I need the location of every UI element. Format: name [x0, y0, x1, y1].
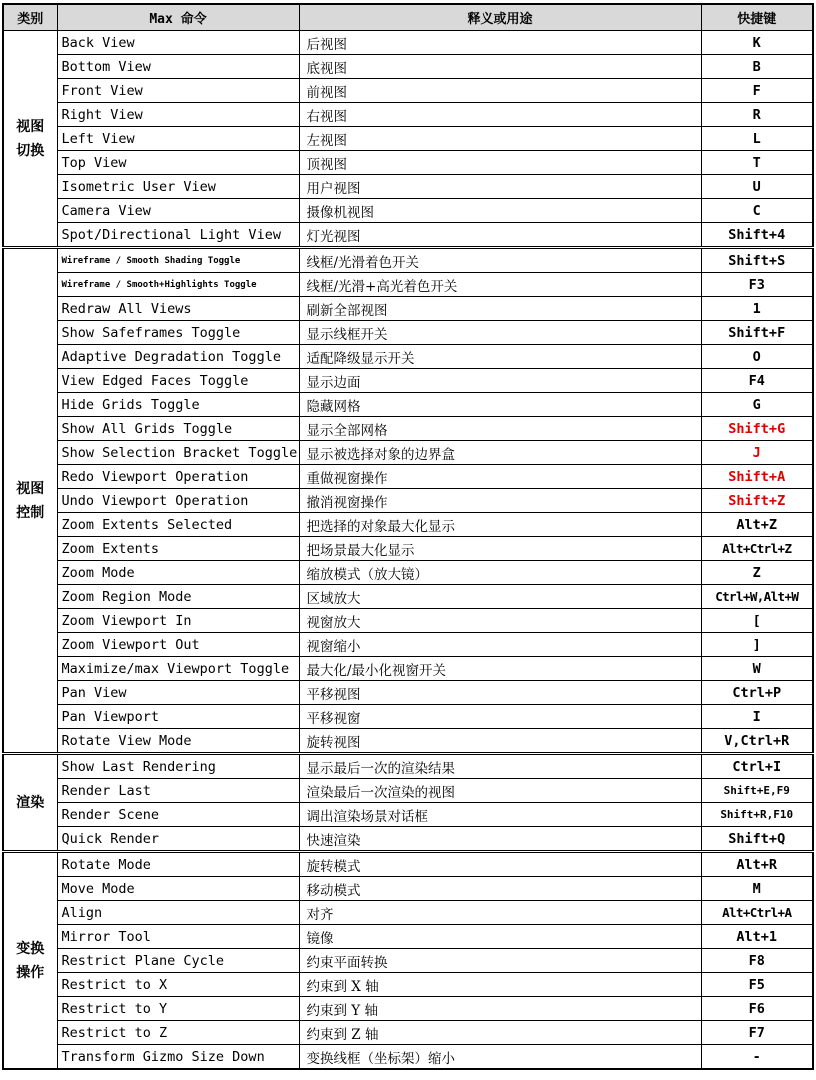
table-row — [3, 103, 813, 127]
shortcut-cell: Shift+E,F9 — [701, 779, 813, 803]
table-row — [3, 55, 813, 79]
command-cell: Show Last Rendering — [57, 754, 299, 779]
meaning-cell: 约束到 Z 轴 — [299, 1021, 701, 1045]
command-cell: Quick Render — [57, 827, 299, 852]
command-cell: Render Scene — [57, 803, 299, 827]
meaning-cell: 约束到 X 轴 — [299, 973, 701, 997]
shortcut-cell: F7 — [701, 1021, 813, 1045]
command-cell: Camera View — [57, 199, 299, 223]
table-row — [3, 199, 813, 223]
command-cell: Pan Viewport — [57, 705, 299, 729]
table-row — [3, 31, 813, 55]
meaning-cell: 对齐 — [299, 901, 701, 925]
shortcut-cell: - — [701, 1045, 813, 1070]
meaning-cell: 移动模式 — [299, 877, 701, 901]
category-cell — [3, 754, 57, 852]
shortcut-cell: C — [701, 199, 813, 223]
command-cell: Front View — [57, 79, 299, 103]
command-cell: Spot/Directional Light View — [57, 223, 299, 248]
table-header-row — [3, 4, 813, 31]
table-row — [3, 297, 813, 321]
meaning-cell: 后视图 — [299, 31, 701, 55]
command-cell: Render Last — [57, 779, 299, 803]
command-cell: Zoom Extents Selected — [57, 513, 299, 537]
table-row — [3, 1045, 813, 1070]
command-cell: Back View — [57, 31, 299, 55]
shortcut-cell: Alt+Z — [701, 513, 813, 537]
table-row — [3, 852, 813, 877]
command-cell: Show Safeframes Toggle — [57, 321, 299, 345]
command-cell: Pan View — [57, 681, 299, 705]
command-cell: Mirror Tool — [57, 925, 299, 949]
table-row — [3, 779, 813, 803]
shortcut-cell: O — [701, 345, 813, 369]
command-cell: Top View — [57, 151, 299, 175]
command-cell: Restrict to Y — [57, 997, 299, 1021]
table-row — [3, 417, 813, 441]
meaning-cell: 显示线框开关 — [299, 321, 701, 345]
meaning-cell: 平移视图 — [299, 681, 701, 705]
command-cell: Zoom Region Mode — [57, 585, 299, 609]
table-row — [3, 827, 813, 852]
meaning-cell: 缩放模式（放大镜） — [299, 561, 701, 585]
command-cell: Zoom Viewport In — [57, 609, 299, 633]
shortcut-cell: G — [701, 393, 813, 417]
meaning-cell: 把选择的对象最大化显示 — [299, 513, 701, 537]
shortcut-cell: W — [701, 657, 813, 681]
command-cell: Show All Grids Toggle — [57, 417, 299, 441]
shortcut-cell: I — [701, 705, 813, 729]
shortcut-cell: T — [701, 151, 813, 175]
shortcut-cell: V,Ctrl+R — [701, 729, 813, 754]
shortcut-cell: F4 — [701, 369, 813, 393]
shortcut-cell: Ctrl+P — [701, 681, 813, 705]
shortcut-cell: F — [701, 79, 813, 103]
shortcut-cell: Shift+Z — [701, 489, 813, 513]
command-cell: View Edged Faces Toggle — [57, 369, 299, 393]
shortcut-cell: [ — [701, 609, 813, 633]
command-cell: Zoom Mode — [57, 561, 299, 585]
meaning-cell: 用户视图 — [299, 175, 701, 199]
shortcut-cell: L — [701, 127, 813, 151]
meaning-cell: 摄像机视图 — [299, 199, 701, 223]
meaning-cell: 镜像 — [299, 925, 701, 949]
meaning-cell: 顶视图 — [299, 151, 701, 175]
table-row — [3, 729, 813, 754]
meaning-cell: 显示最后一次的渲染结果 — [299, 754, 701, 779]
command-cell: Right View — [57, 103, 299, 127]
command-cell: Zoom Extents — [57, 537, 299, 561]
shortcut-cell: 1 — [701, 297, 813, 321]
table-row — [3, 633, 813, 657]
meaning-cell: 重做视窗操作 — [299, 465, 701, 489]
table-row — [3, 513, 813, 537]
shortcut-cell: M — [701, 877, 813, 901]
header-category: 类别 — [3, 4, 57, 31]
shortcut-cell: Ctrl+I — [701, 754, 813, 779]
shortcut-cell: F8 — [701, 949, 813, 973]
command-cell: Wireframe / Smooth Shading Toggle — [57, 248, 299, 273]
table-row — [3, 175, 813, 199]
command-cell: Zoom Viewport Out — [57, 633, 299, 657]
command-cell: Rotate View Mode — [57, 729, 299, 754]
table-row — [3, 803, 813, 827]
table-row — [3, 321, 813, 345]
table-row — [3, 441, 813, 465]
command-cell: Rotate Mode — [57, 852, 299, 877]
command-cell: Adaptive Degradation Toggle — [57, 345, 299, 369]
category-label-line: 渲染 — [16, 794, 45, 811]
meaning-cell: 线框/光滑着色开关 — [299, 248, 701, 273]
shortcut-cell: F3 — [701, 273, 813, 297]
meaning-cell: 前视图 — [299, 79, 701, 103]
command-cell: Align — [57, 901, 299, 925]
shortcut-cell: K — [701, 31, 813, 55]
shortcut-cell: Ctrl+W,Alt+W — [701, 585, 813, 609]
meaning-cell: 显示被选择对象的边界盒 — [299, 441, 701, 465]
table-row — [3, 1021, 813, 1045]
meaning-cell: 视窗缩小 — [299, 633, 701, 657]
meaning-cell: 区域放大 — [299, 585, 701, 609]
table-row — [3, 489, 813, 513]
shortcut-table — [2, 3, 814, 1070]
shortcut-cell: Shift+G — [701, 417, 813, 441]
table-row — [3, 465, 813, 489]
meaning-cell: 视窗放大 — [299, 609, 701, 633]
category-label-line: 切换 — [16, 142, 45, 159]
meaning-cell: 旋转模式 — [299, 852, 701, 877]
command-cell: Hide Grids Toggle — [57, 393, 299, 417]
command-cell: Wireframe / Smooth+Highlights Toggle — [57, 273, 299, 297]
category-label-line: 操作 — [16, 964, 45, 981]
command-cell: Redraw All Views — [57, 297, 299, 321]
meaning-cell: 渲染最后一次渲染的视图 — [299, 779, 701, 803]
meaning-cell: 把场景最大化显示 — [299, 537, 701, 561]
shortcut-cell: U — [701, 175, 813, 199]
meaning-cell: 左视图 — [299, 127, 701, 151]
shortcut-cell: Shift+R,F10 — [701, 803, 813, 827]
command-cell: Redo Viewport Operation — [57, 465, 299, 489]
shortcut-cell: B — [701, 55, 813, 79]
shortcut-cell: F6 — [701, 997, 813, 1021]
meaning-cell: 平移视窗 — [299, 705, 701, 729]
shortcut-cell: F5 — [701, 973, 813, 997]
table-row — [3, 705, 813, 729]
table-row — [3, 925, 813, 949]
shortcut-cell: Alt+1 — [701, 925, 813, 949]
category-cell — [3, 31, 57, 248]
command-cell: Undo Viewport Operation — [57, 489, 299, 513]
command-cell: Restrict to X — [57, 973, 299, 997]
shortcut-cell: R — [701, 103, 813, 127]
category-cell — [3, 852, 57, 1070]
meaning-cell: 变换线框（坐标架）缩小 — [299, 1045, 701, 1070]
shortcut-cell: Shift+F — [701, 321, 813, 345]
shortcut-cell: Shift+Q — [701, 827, 813, 852]
shortcut-cell: Alt+Ctrl+Z — [701, 537, 813, 561]
header-command: Max 命令 — [57, 4, 299, 31]
meaning-cell: 右视图 — [299, 103, 701, 127]
meaning-cell: 调出渲染场景对话框 — [299, 803, 701, 827]
command-cell: Move Mode — [57, 877, 299, 901]
meaning-cell: 旋转视图 — [299, 729, 701, 754]
category-cell — [3, 248, 57, 754]
meaning-cell: 约束到 Y 轴 — [299, 997, 701, 1021]
shortcut-cell: ] — [701, 633, 813, 657]
meaning-cell: 适配降级显示开关 — [299, 345, 701, 369]
command-cell: Isometric User View — [57, 175, 299, 199]
table-row — [3, 657, 813, 681]
command-cell: Restrict to Z — [57, 1021, 299, 1045]
table-row — [3, 369, 813, 393]
table-row — [3, 223, 813, 248]
command-cell: Transform Gizmo Size Down — [57, 1045, 299, 1070]
command-cell: Left View — [57, 127, 299, 151]
table-row — [3, 127, 813, 151]
category-label-line: 变换 — [16, 940, 45, 957]
table-row — [3, 997, 813, 1021]
table-row — [3, 345, 813, 369]
table-row — [3, 248, 813, 273]
header-meaning: 释义或用途 — [299, 4, 701, 31]
table-row — [3, 901, 813, 925]
meaning-cell: 灯光视图 — [299, 223, 701, 248]
meaning-cell: 显示全部网格 — [299, 417, 701, 441]
shortcut-cell: J — [701, 441, 813, 465]
meaning-cell: 刷新全部视图 — [299, 297, 701, 321]
table-row — [3, 585, 813, 609]
meaning-cell: 线框/光滑+高光着色开关 — [299, 273, 701, 297]
meaning-cell: 隐藏网格 — [299, 393, 701, 417]
table-row — [3, 681, 813, 705]
table-row — [3, 973, 813, 997]
shortcut-cell: Alt+Ctrl+A — [701, 901, 813, 925]
meaning-cell: 显示边面 — [299, 369, 701, 393]
shortcut-cell: Alt+R — [701, 852, 813, 877]
table-row — [3, 273, 813, 297]
shortcut-cell: Shift+S — [701, 248, 813, 273]
shortcut-cell: Shift+A — [701, 465, 813, 489]
table-row — [3, 537, 813, 561]
command-cell: Restrict Plane Cycle — [57, 949, 299, 973]
table-row — [3, 151, 813, 175]
table-row — [3, 79, 813, 103]
table-row — [3, 754, 813, 779]
table-row — [3, 949, 813, 973]
meaning-cell: 最大化/最小化视窗开关 — [299, 657, 701, 681]
shortcut-cell: Z — [701, 561, 813, 585]
category-label-line: 控制 — [16, 504, 45, 521]
table-row — [3, 561, 813, 585]
command-cell: Show Selection Bracket Toggle — [57, 441, 299, 465]
meaning-cell: 底视图 — [299, 55, 701, 79]
command-cell: Maximize/max Viewport Toggle — [57, 657, 299, 681]
meaning-cell: 约束平面转换 — [299, 949, 701, 973]
table-row — [3, 877, 813, 901]
header-shortcut: 快捷键 — [701, 4, 813, 31]
table-row — [3, 393, 813, 417]
command-cell: Bottom View — [57, 55, 299, 79]
meaning-cell: 快速渲染 — [299, 827, 701, 852]
table-row — [3, 609, 813, 633]
shortcut-cell: Shift+4 — [701, 223, 813, 248]
category-label-line: 视图 — [16, 118, 45, 135]
meaning-cell: 撤消视窗操作 — [299, 489, 701, 513]
category-label-line: 视图 — [16, 480, 45, 497]
